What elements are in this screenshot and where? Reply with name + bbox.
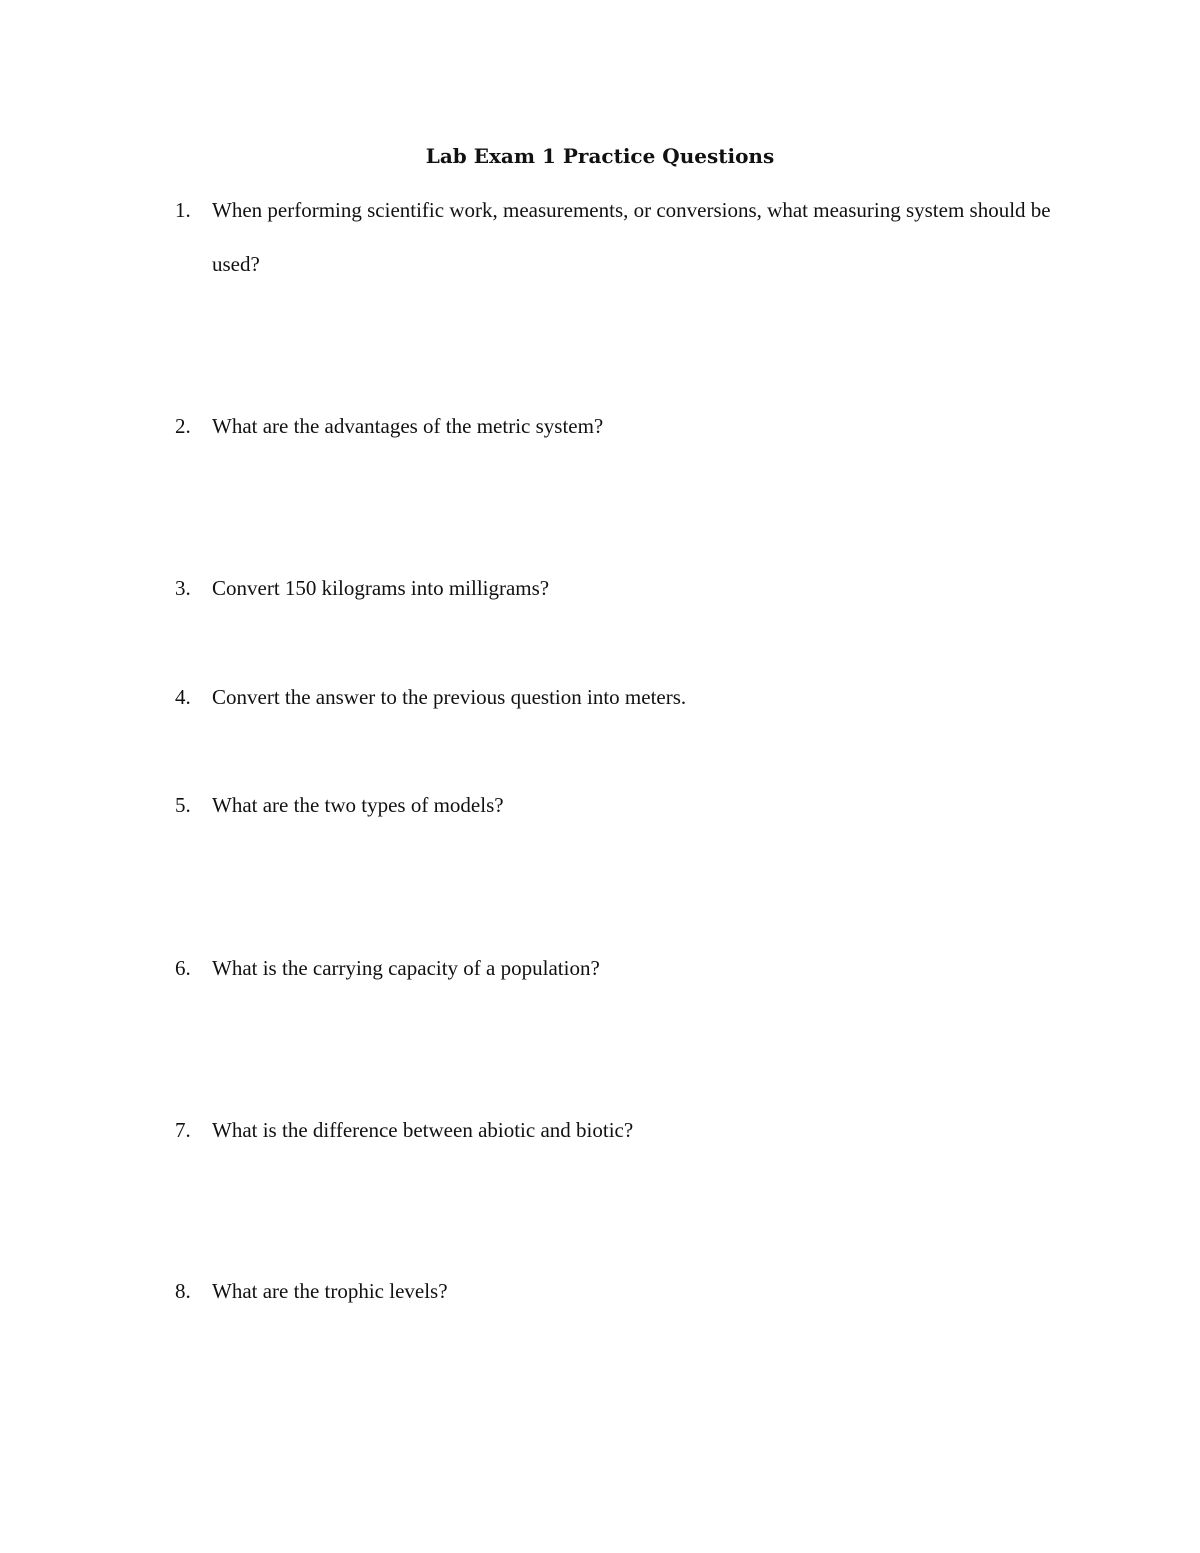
question-text: What is the carrying capacity of a population? xyxy=(212,956,600,980)
question-number: 7. xyxy=(175,1118,191,1142)
question-number: 8. xyxy=(175,1279,191,1303)
question-text: What are the advantages of the metric system? xyxy=(212,414,604,438)
question-text: What are the trophic levels? xyxy=(212,1279,448,1303)
question-text: When performing scientific work, measurements, or conversions, what measuring system should be used? xyxy=(212,198,1051,276)
question-number: 4. xyxy=(175,685,191,709)
question-number: 3. xyxy=(175,576,191,600)
question-number: 2. xyxy=(175,414,191,438)
question-number: 1. xyxy=(175,198,191,222)
question-text: What are the two types of models? xyxy=(212,793,504,817)
page-title: Lab Exam 1 Practice Questions xyxy=(425,144,775,168)
question-number: 5. xyxy=(175,793,191,817)
question-text: What is the difference between abiotic and biotic? xyxy=(212,1118,634,1142)
question-text: Convert 150 kilograms into milligrams? xyxy=(212,576,550,600)
question-text: Convert the answer to the previous question into meters. xyxy=(212,685,687,709)
question-number: 6. xyxy=(175,956,191,980)
